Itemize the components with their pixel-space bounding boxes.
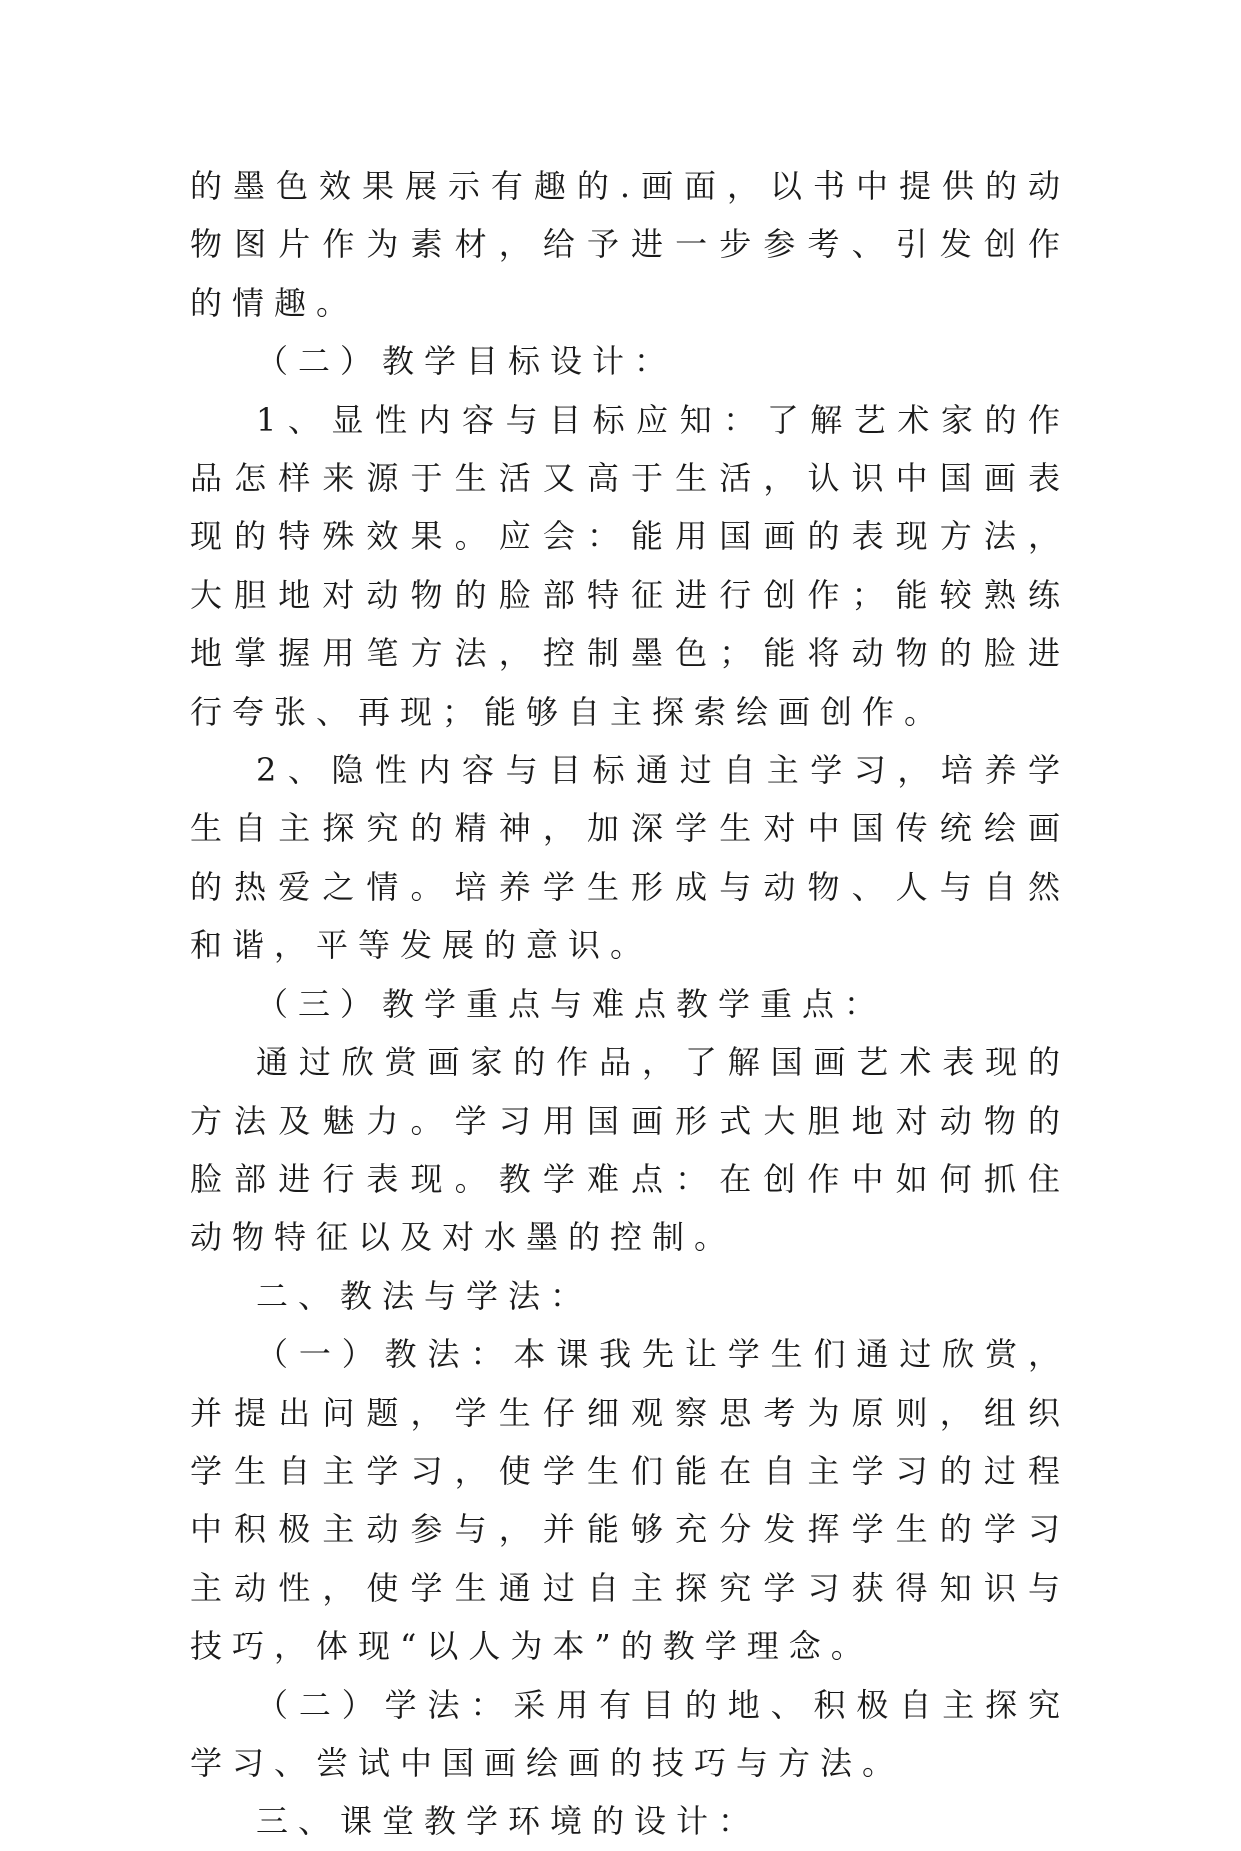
paragraph-intro-continuation: 的墨色效果展示有趣的.画面，以书中提供的动物图片作为素材，给予进一步参考、引发创作的情趣。 [190, 167, 1070, 322]
document-body [190, 157, 1070, 1851]
heading-key-points: （三）教学重点与难点教学重点： [256, 984, 887, 1023]
heading-teaching-methods: 二、教法与学法： [256, 1276, 593, 1315]
paragraph-key-points: 通过欣赏画家的作品，了解国画艺术表现的方法及魅力。学习用国画形式大胆地对动物的脸部进行表现。教学难点：在创作中如何抓住动物特征以及对水墨的控制。 [190, 1043, 1070, 1257]
paragraph-learning-method: （二）学法：采用有目的地、积极自主探究学习、尝试中国画绘画的技巧与方法。 [190, 1685, 1070, 1782]
paragraph-explicit-objectives: 1、显性内容与目标应知：了解艺术家的作品怎样来源于生活又高于生活，认识中国画表现的特殊效果。应会：能用国画的表现方法，大胆地对动物的脸部特征进行创作；能较熟练地掌握用笔方法，控制墨色；能将动物的脸进行夸张、再现；能够自主探索绘画创作。 [190, 400, 1070, 731]
heading-classroom-environment: 三、课堂教学环境的设计： [256, 1802, 761, 1841]
heading-teaching-objectives: （二）教学目标设计： [256, 342, 677, 381]
paragraph-implicit-objectives: 2、隐性内容与目标通过自主学习，培养学生自主探究的精神，加深学生对中国传统绘画的热爱之情。培养学生形成与动物、人与自然和谐，平等发展的意识。 [190, 751, 1070, 965]
paragraph-teaching-method: （一）教法：本课我先让学生们通过欣赏，并提出问题，学生仔细观察思考为原则，组织学生自主学习，使学生们能在自主学习的过程中积极主动参与，并能够充分发挥学生的学习主动性，使学生通过自主探究学习获得知识与技巧，体现“以人为本”的教学理念。 [190, 1335, 1070, 1666]
